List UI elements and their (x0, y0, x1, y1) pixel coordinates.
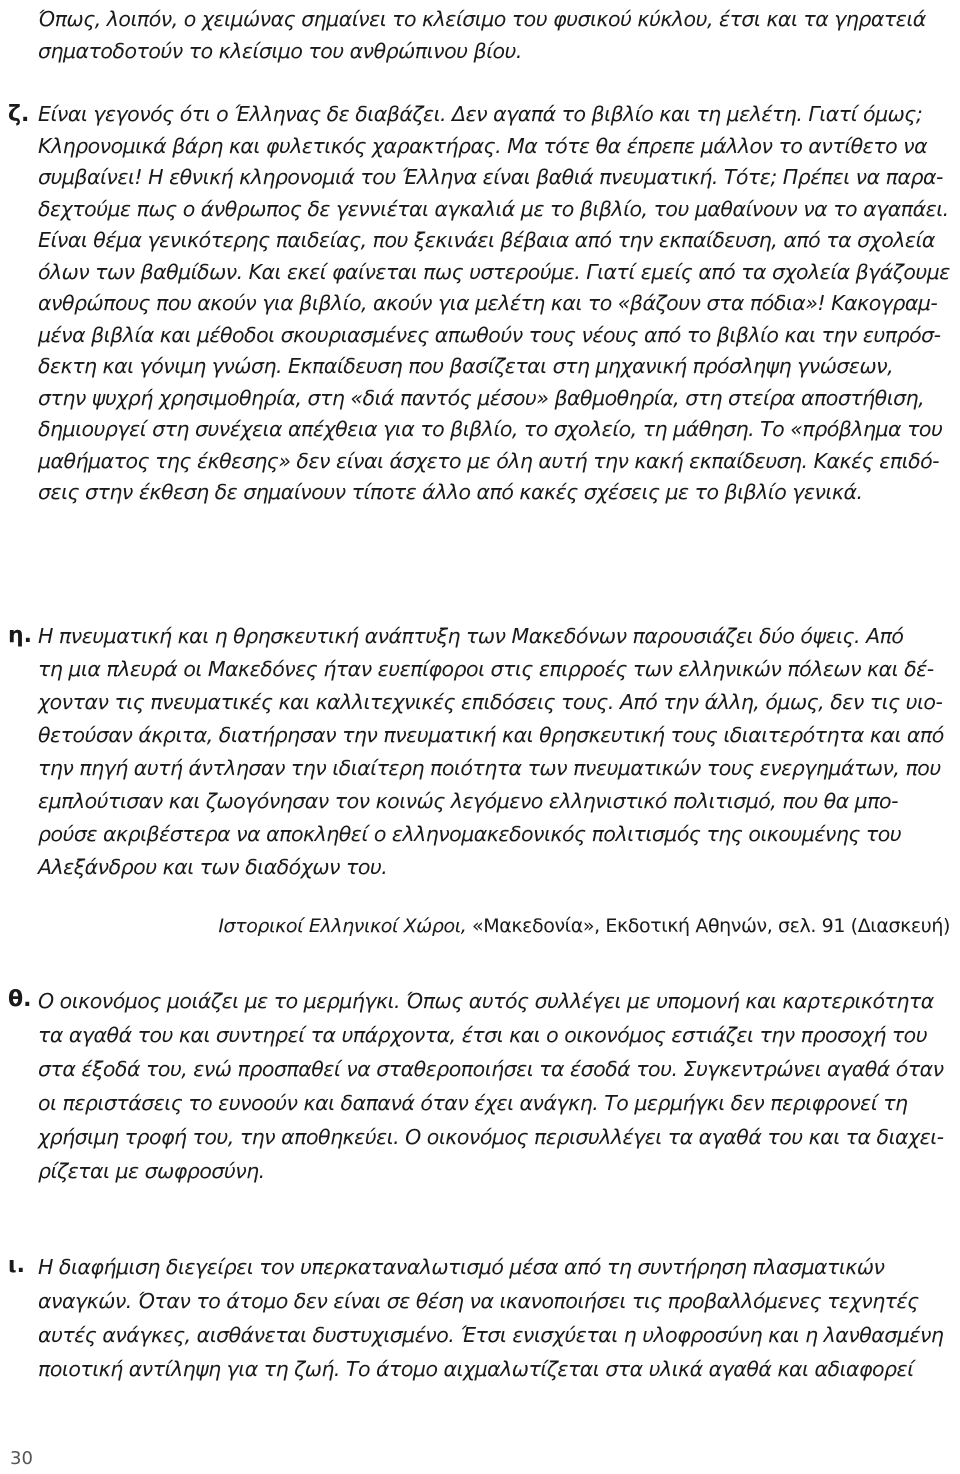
text-line: θετούσαν άκριτα, διατήρησαν την πνευματική και θρησκευτική τους ιδιαιτερότητα και από (38, 723, 944, 747)
text-line: Ο οικονόμος μοιάζει με το μερμήγκι. Όπως αυτός συλλέγει με υπομονή και καρτερικότητα (38, 989, 934, 1013)
section-marker: ι. (8, 1253, 25, 1278)
section-theta (0, 984, 960, 1204)
text-line: τη μια πλευρά οι Μακεδόνες ήταν ευεπίφοροι στις επιρροές των ελληνικών πόλεων και δέ- (38, 657, 934, 681)
section-eta-text (38, 620, 950, 884)
text-line: στα έξοδά του, ενώ προσπαθεί να σταθεροποιήσει τα έσοδά του. Συγκεντρώνει αγαθά όταν (38, 1057, 944, 1081)
page-number: 30 (10, 1448, 33, 1469)
text-line: συμβαίνει! Η εθνική κληρονομιά του Έλληνα είναι βαθιά πνευματική. Τότε; Πρέπει να παρα- (38, 165, 943, 189)
text-line: μαθήματος της έκθεσης» δεν είναι άσχετο με όλη αυτή την κακή εκπαίδευση. Κακές επιδό- (38, 448, 940, 473)
text-line: χρήσιμη τροφή του, την αποθηκεύει. Ο οικονόμος περισυλλέγει τα αγαθά του και τα διαχει- (38, 1125, 944, 1149)
text-line: Κληρονομικά βάρη και φυλετικός χαρακτήρας. Μα τότε θα έπρεπε μάλλον το αντίθετο να (38, 133, 928, 158)
text-line: την πηγή αυτή άντλησαν την ιδιαίτερη ποιότητα των πνευματικών τους ενεργημάτων, που (38, 756, 941, 780)
section-marker: θ. (8, 987, 32, 1012)
text-line: δεχτούμε πως ο άνθρωπος δε γεννιέται αγκαλιά με το βιβλίο, του μαθαίνουν να το αγαπάει. (38, 196, 949, 221)
text-line: ανθρώπους που ακούν για βιβλίο, ακούν για μελέτη και το «βάζουν στα πόδια»! Κακογραμ- (38, 291, 938, 315)
text-line: Η πνευματική και η θρησκευτική ανάπτυξη των Μακεδόνων παρουσιάζει δύο όψεις. Από (38, 624, 904, 648)
text-line: ρίζεται με σωφροσύνη. (38, 1159, 265, 1183)
text-line: εμπλούτισαν και ζωογόνησαν τον κοινώς λεγόμενο ελληνιστικό πολιτισμό, που θα μπο- (38, 789, 898, 813)
text-line: δημιουργεί στη συνέχεια απέχθεια για το βιβλίο, το σχολείο, τη μάθηση. Το «πρόβλημα του (38, 417, 943, 441)
source-title: Ιστορικοί Ελληνικοί Χώροι, (218, 915, 467, 937)
text-line: χονταν τις πνευματικές και καλλιτεχνικές επιδόσεις τους. Από την άλλη, όμως, δεν τις υιο- (38, 690, 943, 714)
text-line: μένα βιβλία και μέθοδοι σκουριασμένες απωθούν τους νέους από το βιβλίο και την ευπρόσ- (38, 322, 941, 347)
section-theta-text (38, 984, 950, 1188)
text-line: αυτές ανάγκες, αισθάνεται δυστυχισμένο. Έτσι ενισχύεται η υλοφροσύνη και η λανθασμένη (38, 1323, 944, 1347)
section-eta (0, 620, 960, 920)
text-line: Είναι γεγονός ότι ο Έλληνας δε διαβάζει. Δεν αγαπά το βιβλίο και τη μελέτη. Γιατί όμως; (38, 102, 923, 126)
text-line: στην ψυχρή χρησιμοθηρία, στη «διά παντός μέσου» βαθμοθηρία, στη στείρα αποστήθιση, (38, 385, 925, 410)
text-line: όλων των βαθμίδων. Και εκεί φαίνεται πως υστερούμε. Γιατί εμείς από τα σχολεία βγάζουμε (38, 259, 950, 284)
text-line: ποιοτική αντίληψη για τη ζωή. Το άτομο αιχμαλωτίζεται στα υλικά αγαθά και αδιαφορεί (38, 1357, 914, 1381)
section-marker: η. (8, 623, 33, 648)
text-line: οι περιστάσεις το ευνοούν και δαπανά όταν έχει ανάγκη. Το μερμήγκι δεν περιφρονεί τη (38, 1091, 908, 1115)
text-line: δεκτη και γόνιμη γνώση. Εκπαίδευση που βασίζεται στη μηχανική πρόσληψη γνώσεων, (38, 354, 894, 378)
text-line: Αλεξάνδρου και των διαδόχων του. (38, 855, 388, 879)
text-line: ρούσε ακριβέστερα να αποκληθεί ο ελληνομακεδονικός πολιτισμός της οικουμένης του (38, 822, 902, 846)
text-line: σηματοδοτούν το κλείσιμο του ανθρώπινου βίου. (38, 38, 522, 63)
section-iota-text (38, 1250, 950, 1386)
text-line: Όπως, λοιπόν, ο χειμώνας σημαίνει το κλείσιμο του φυσικού κύκλου, έτσι και τα γηρατειά (38, 7, 926, 31)
section-zeta (0, 99, 960, 579)
text-line: αναγκών. Όταν το άτομο δεν είναι σε θέση να ικανοποιήσει τις προβαλλόμενες τεχνητές (38, 1289, 919, 1313)
section-iota (0, 1250, 960, 1410)
section-marker: ζ. (8, 102, 30, 127)
intro-paragraph (38, 4, 950, 67)
text-line: Η διαφήμιση διεγείρει τον υπερκαταναλωτισμό μέσα από τη συντήρηση πλασματικών (38, 1255, 885, 1279)
source-details: «Μακεδονία», Εκδοτική Αθηνών, σελ. 91 (Διασκευή) (466, 915, 950, 937)
text-line: τα αγαθά του και συντηρεί τα υπάρχοντα, έτσι και ο οικονόμος εστιάζει την προσοχή του (38, 1023, 928, 1047)
source-citation (218, 915, 950, 937)
text-line: σεις στην έκθεση δε σημαίνουν τίποτε άλλο από κακές σχέσεις με το βιβλίο γενικά. (38, 480, 863, 504)
text-line: Είναι θέμα γενικότερης παιδείας, που ξεκινάει βέβαια από την εκπαίδευση, από τα σχολεία (38, 228, 935, 252)
section-zeta-text (38, 99, 950, 509)
